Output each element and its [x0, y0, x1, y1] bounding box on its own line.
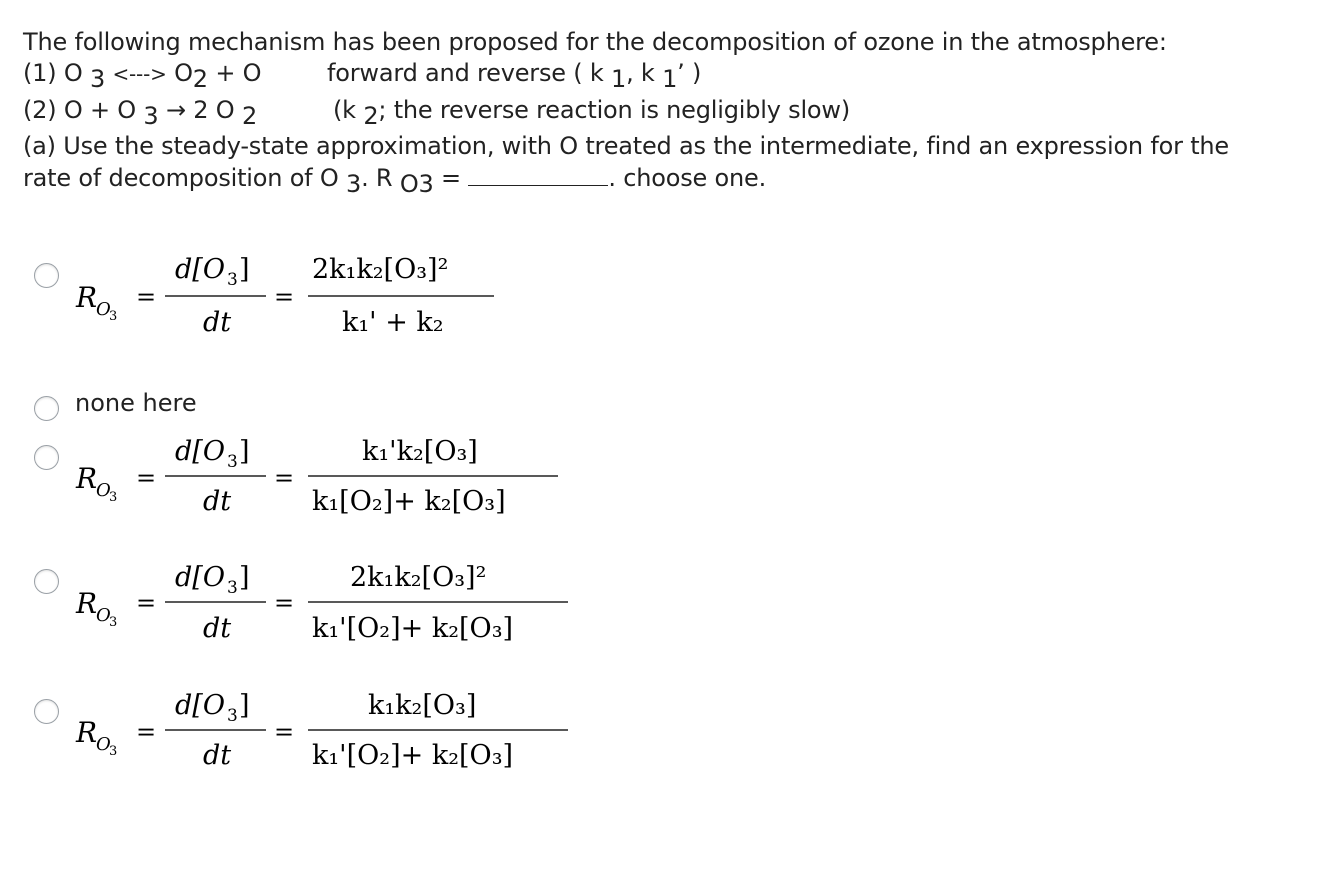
option-4-equation [70, 553, 570, 657]
option-4-frac1-num: d[O [175, 562, 225, 593]
mechanism-step-1-note: forward and reverse ( k 1, k 1’ ) [327, 59, 702, 93]
option-4-lhs-subsub: 3 [109, 615, 118, 630]
option-5-eq2: = [274, 718, 295, 746]
option-1-lhs: R [76, 281, 98, 314]
option-4-eq1: = [136, 589, 157, 617]
option-5-frac2-den: k₁'[O₂]+ k₂[O₃] [312, 740, 514, 771]
option-3-frac1-num: d[O [175, 436, 225, 467]
option-3-equation [70, 428, 570, 532]
option-1-lhs-subsub: 3 [109, 309, 118, 324]
answer-blank [468, 163, 608, 186]
option-1-frac1-num-sub: 3 [227, 270, 238, 290]
option-3-lhs-sub: O [96, 480, 111, 501]
option-4-lhs: R [76, 587, 98, 620]
option-3-eq1: = [136, 464, 157, 492]
option-5-lhs-sub: O [96, 734, 111, 755]
option-4-frac1-num-sub: 3 [227, 578, 238, 598]
option-1-eq1: = [136, 283, 157, 311]
option-5-eq1: = [136, 718, 157, 746]
option-3-frac1-num-close: ] [239, 436, 250, 467]
option-4-frac1-den: dt [203, 613, 232, 644]
option-1-frac2-den: k₁' + k₂ [342, 307, 444, 338]
option-3-eq2: = [274, 464, 295, 492]
option-5-frac2-num: k₁k₂[O₃] [368, 690, 477, 721]
option-5-lhs: R [76, 716, 98, 749]
option-5-equation [70, 682, 570, 786]
option-4-eq2: = [274, 589, 295, 617]
option-5-frac1-num-close: ] [239, 690, 250, 721]
option-4-frac2-den: k₁'[O₂]+ k₂[O₃] [312, 613, 514, 644]
option-5-frac1-num: d[O [175, 690, 225, 721]
option-3-frac2-den: k₁[O₂]+ k₂[O₃] [312, 486, 506, 517]
option-1-eq2: = [274, 283, 295, 311]
option-1-equation [70, 245, 510, 349]
option-1-frac1-num: d[O [175, 254, 225, 285]
option-1-frac2-num: 2k₁k₂[O₃]² [312, 254, 449, 285]
option-5-frac1-den: dt [203, 740, 232, 771]
option-5-frac1-num-sub: 3 [227, 706, 238, 726]
option-3-frac2-num: k₁'k₂[O₃] [362, 436, 478, 467]
mechanism-step-2-note: (k 2; the reverse reaction is negligibly slow) [333, 96, 851, 130]
option-2-radio[interactable] [34, 396, 59, 421]
mechanism-step-1: (1) O 3 <---> O2 + O [23, 59, 262, 93]
part-a-line-1: (a) Use the steady-state approximation, with O treated as the intermediate, find an expression for the [23, 132, 1229, 160]
option-3-frac1-num-sub: 3 [227, 452, 238, 472]
mechanism-step-2: (2) O + O 3 → 2 O 2 [23, 96, 258, 130]
option-3-radio[interactable] [34, 445, 59, 470]
option-4-frac1-num-close: ] [239, 562, 250, 593]
option-4-frac2-num: 2k₁k₂[O₃]² [350, 562, 487, 593]
question-intro: The following mechanism has been proposed for the decomposition of ozone in the atmosphere: [23, 28, 1167, 56]
option-5-lhs-subsub: 3 [109, 744, 118, 759]
option-2-label: none here [75, 389, 197, 417]
option-5-radio[interactable] [34, 699, 59, 724]
part-a-line-2: rate of decomposition of O 3. R O3 = . choose one. [23, 164, 767, 198]
option-3-frac1-den: dt [203, 486, 232, 517]
option-1-lhs-sub: O [96, 299, 111, 320]
option-3-lhs: R [76, 462, 98, 495]
option-1-frac1-num-close: ] [239, 254, 250, 285]
option-1-radio[interactable] [34, 263, 59, 288]
option-1-frac1-den: dt [203, 307, 232, 338]
option-4-lhs-sub: O [96, 605, 111, 626]
option-4-radio[interactable] [34, 569, 59, 594]
option-3-lhs-subsub: 3 [109, 490, 118, 505]
